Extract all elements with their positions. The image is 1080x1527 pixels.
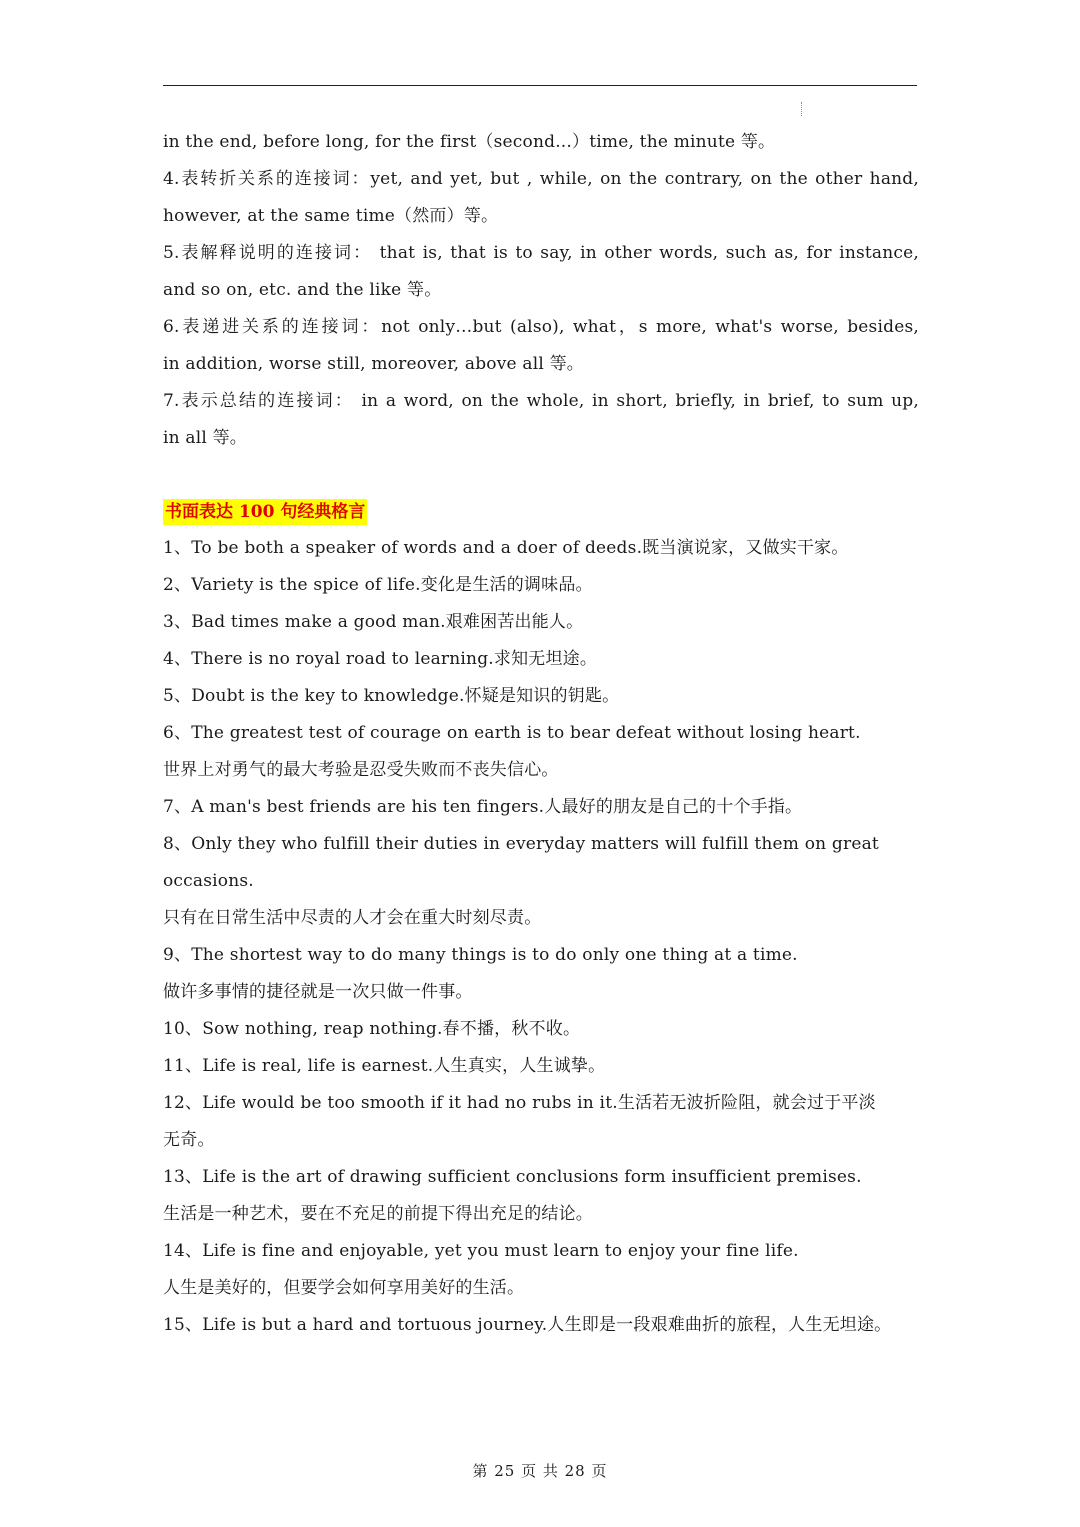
text-line: 9、The shortest way to do many things is to do only one thing at a time. <box>163 945 798 965</box>
text-line: 3、Bad times make a good man.艰难困苦出能人。 <box>163 612 584 632</box>
text-line: 2、Variety is the spice of life.变化是生活的调味品。 <box>163 575 593 595</box>
text-line: 世界上对勇气的最大考验是忍受失败而不丧失信心。 <box>163 760 559 780</box>
text-line: 8、Only they who fulfill their duties in everyday matters will fulfill them on great <box>163 834 879 854</box>
text-line: 14、Life is fine and enjoyable, yet you must learn to enjoy your fine life. <box>163 1241 799 1261</box>
text-line: 4、There is no royal road to learning.求知无坦途。 <box>163 649 598 669</box>
text-line: and so on, etc. and the like 等。 <box>163 280 442 300</box>
text-line: 5.表解释说明的连接词： that is, that is to say, in other words, such as, for instance, <box>163 243 919 263</box>
text-line: 1、To be both a speaker of words and a doer of deeds.既当演说家，又做实干家。 <box>163 538 849 558</box>
text-line: in addition, worse still, moreover, above all 等。 <box>163 354 585 374</box>
page-footer: 第 25 页 共 28 页 <box>472 1462 608 1480</box>
text-line: 6.表递进关系的连接词：not only…but (also), what，s more, what's worse, besides, <box>163 317 919 337</box>
text-line: 15、Life is but a hard and tortuous journey.人生即是一段艰难曲折的旅程，人生无坦途。 <box>163 1315 892 1335</box>
heading-row <box>163 493 919 530</box>
text-line: 13、Life is the art of drawing sufficient conclusions form insufficient premises. <box>163 1167 862 1187</box>
text-line: 生活是一种艺术，要在不充足的前提下得出充足的结论。 <box>163 1204 593 1224</box>
text-line: occasions. <box>163 871 254 891</box>
text-line: 12、Life would be too smooth if it had no rubs in it.生活若无波折险阻，就会过于平淡 <box>163 1093 876 1113</box>
text-line: 人生是美好的，但要学会如何享用美好的生活。 <box>163 1278 525 1298</box>
page-content <box>163 124 919 1344</box>
text-line: in the end, before long, for the first（second...）time, the minute 等。 <box>163 132 776 152</box>
text-line: 11、Life is real, life is earnest.人生真实，人生诚挚。 <box>163 1056 606 1076</box>
text-line: 10、Sow nothing, reap nothing.春不播，秋不收。 <box>163 1019 581 1039</box>
header-rule <box>163 85 917 86</box>
text-line: 5、Doubt is the key to knowledge.怀疑是知识的钥匙。 <box>163 686 620 706</box>
text-line: 6、The greatest test of courage on earth is to bear defeat without losing heart. <box>163 723 861 743</box>
text-line: 无奇。 <box>163 1130 215 1150</box>
text-line: 只有在日常生活中尽责的人才会在重大时刻尽责。 <box>163 908 542 928</box>
text-line: 做许多事情的捷径就是一次只做一件事。 <box>163 982 473 1002</box>
text-cursor-mark <box>801 102 802 116</box>
text-line: however, at the same time（然而）等。 <box>163 206 499 226</box>
conjunctions-section <box>163 124 919 457</box>
text-line: 7、A man's best friends are his ten fingers.人最好的朋友是自己的十个手指。 <box>163 797 803 817</box>
section-heading: 书面表达 100 句经典格言 <box>163 499 367 525</box>
text-line: in all 等。 <box>163 428 248 448</box>
quotes-section <box>163 530 919 1344</box>
text-line: 7.表示总结的连接词： in a word, on the whole, in short, briefly, in brief, to sum up, <box>163 391 919 411</box>
text-line: 4.表转折关系的连接词：yet, and yet, but , while, on the contrary, on the other hand, <box>163 169 919 189</box>
